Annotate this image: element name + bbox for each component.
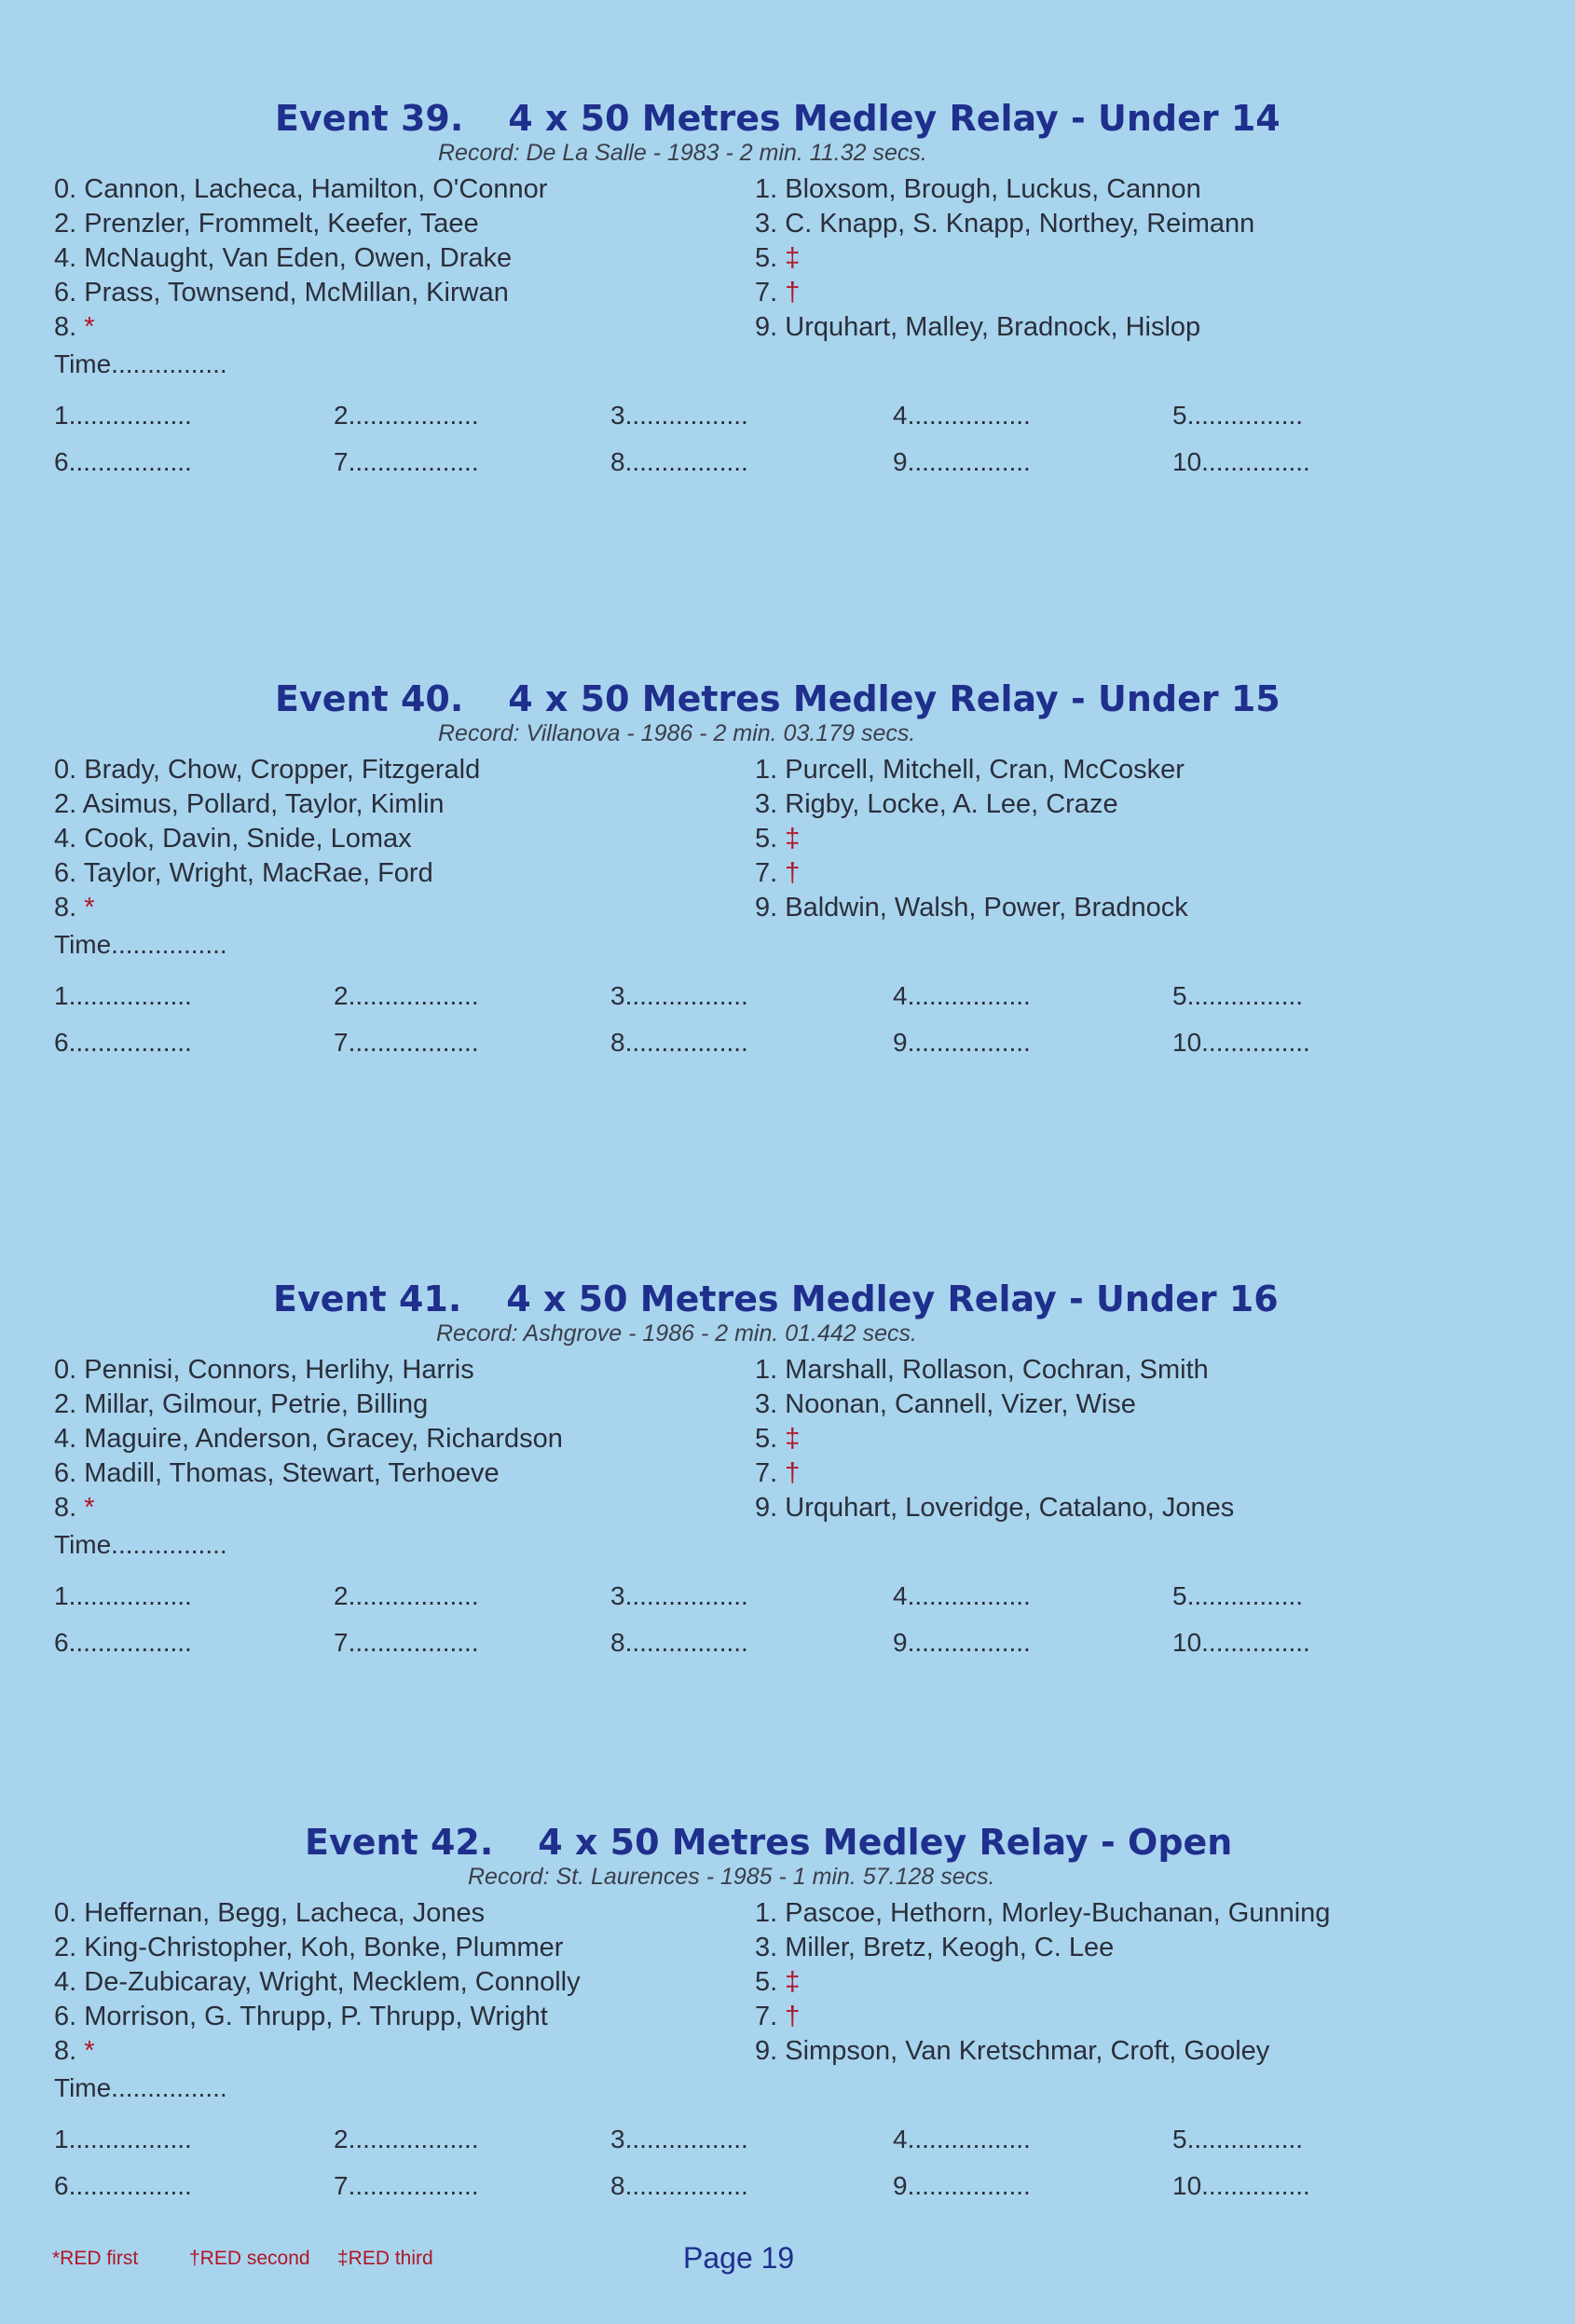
lane-number: 1. — [755, 755, 778, 785]
lane-team: ‡ — [785, 1967, 801, 1997]
page-number: Page 19 — [683, 2241, 795, 2275]
placing-line: 2.................. — [334, 981, 479, 1010]
lane-team: ‡ — [785, 243, 801, 273]
lane-number: 6. — [54, 2002, 77, 2031]
lane-number: 3. — [755, 789, 778, 819]
legend-red-first: *RED first — [52, 2248, 139, 2269]
lane-team: Noonan, Cannell, Vizer, Wise — [785, 1389, 1136, 1419]
placing-line: 2.................. — [334, 1581, 479, 1610]
lane-entry — [54, 1389, 428, 1420]
lane-number: 2. — [54, 209, 77, 239]
placing-line: 3................. — [610, 1581, 748, 1610]
lane-entry — [54, 858, 433, 889]
lane-entry — [755, 1933, 1114, 1963]
lane-team: * — [84, 312, 95, 342]
lane-entry — [54, 893, 95, 923]
event-title — [273, 1278, 1279, 1319]
lane-entry — [755, 1424, 800, 1455]
lane-number: 8. — [54, 312, 77, 342]
lane-entry — [755, 2036, 1269, 2067]
lane-team: Miller, Bretz, Keogh, C. Lee — [785, 1933, 1115, 1962]
placing-line: 9................. — [893, 447, 1031, 476]
lane-number: 0. — [54, 174, 77, 204]
lane-entry — [54, 312, 95, 343]
lane-team: Prenzler, Frommelt, Keefer, Taee — [84, 209, 479, 239]
lane-number: 0. — [54, 1355, 77, 1385]
lane-number: 9. — [755, 893, 778, 923]
lane-number: 6. — [54, 278, 77, 308]
placing-line: 5................ — [1172, 1581, 1304, 1610]
lane-team: * — [84, 1493, 95, 1523]
lane-entry — [755, 893, 1188, 923]
lane-number: 8. — [54, 2036, 77, 2066]
placing-line: 1................. — [54, 401, 192, 430]
event-record: Record: Ashgrove - 1986 - 2 min. 01.442 secs. — [436, 1320, 918, 1347]
lane-team: Pascoe, Hethorn, Morley-Buchanan, Gunning — [785, 1898, 1331, 1928]
placing-line: 6................. — [54, 1028, 192, 1057]
lane-team: Pennisi, Connors, Herlihy, Harris — [84, 1355, 474, 1385]
lane-team: † — [785, 1458, 801, 1488]
lane-team: Urquhart, Malley, Bradnock, Hislop — [785, 312, 1201, 342]
lane-number: 4. — [54, 243, 77, 273]
lane-entry — [755, 209, 1254, 239]
lane-number: 9. — [755, 2036, 778, 2066]
lane-number: 5. — [755, 824, 778, 854]
placing-line: 9................. — [893, 1028, 1031, 1057]
lane-entry — [54, 243, 512, 274]
event-record: Record: St. Laurences - 1985 - 1 min. 57.128 secs. — [468, 1864, 995, 1890]
placing-line: 7.................. — [334, 1628, 479, 1657]
placing-line: 6................. — [54, 2171, 192, 2200]
lane-entry — [54, 824, 412, 854]
lane-number: 5. — [755, 1967, 778, 1997]
lane-entry — [54, 174, 547, 205]
lane-entry — [54, 1493, 95, 1524]
lane-number: 7. — [755, 1458, 778, 1488]
lane-number: 1. — [755, 174, 778, 204]
lane-team: Cook, Davin, Snide, Lomax — [84, 824, 412, 854]
event-name: 4 x 50 Metres Medley Relay - Under 16 — [506, 1278, 1279, 1319]
lane-entry — [54, 1967, 581, 1998]
event-number: Event 41. — [273, 1278, 462, 1319]
lane-entry — [755, 1493, 1234, 1524]
lane-number: 3. — [755, 1389, 778, 1419]
lane-team: Asimus, Pollard, Taylor, Kimlin — [82, 789, 445, 819]
lane-number: 1. — [755, 1355, 778, 1385]
lane-number: 7. — [755, 858, 778, 888]
placing-line: 4................. — [893, 401, 1031, 430]
time-field: Time................ — [54, 1530, 227, 1559]
placing-line: 6................. — [54, 1628, 192, 1657]
lane-team: * — [84, 893, 95, 923]
placing-line: 10............... — [1172, 447, 1310, 476]
lane-team: Brady, Chow, Cropper, Fitzgerald — [84, 755, 481, 785]
placing-line: 10............... — [1172, 1028, 1310, 1057]
placing-line: 3................. — [610, 981, 748, 1010]
lane-number: 1. — [755, 1898, 778, 1928]
lane-team: Maguire, Anderson, Gracey, Richardson — [84, 1424, 563, 1454]
placing-line: 7.................. — [334, 2171, 479, 2200]
placing-line: 3................. — [610, 2125, 748, 2153]
lane-team: Taylor, Wright, MacRae, Ford — [83, 858, 433, 888]
lane-team: † — [785, 2002, 801, 2031]
lane-entry — [755, 1967, 800, 1998]
lane-entry — [755, 2002, 800, 2032]
lane-team: Simpson, Van Kretschmar, Croft, Gooley — [785, 2036, 1270, 2066]
lane-number: 6. — [54, 858, 77, 888]
lane-team: † — [785, 278, 801, 308]
lane-team: Prass, Townsend, McMillan, Kirwan — [84, 278, 509, 308]
lane-team: Baldwin, Walsh, Power, Bradnock — [785, 893, 1188, 923]
lane-team: Purcell, Mitchell, Cran, McCosker — [785, 755, 1185, 785]
event-name: 4 x 50 Metres Medley Relay - Under 14 — [508, 98, 1281, 139]
lane-team: * — [84, 2036, 95, 2066]
lane-entry — [755, 1355, 1209, 1386]
lane-team: McNaught, Van Eden, Owen, Drake — [84, 243, 513, 273]
lane-entry — [54, 2036, 95, 2067]
lane-entry — [54, 755, 480, 786]
lane-entry — [54, 278, 509, 308]
event-number: Event 39. — [275, 98, 464, 139]
lane-entry — [755, 858, 800, 889]
lane-entry — [755, 755, 1185, 786]
lane-number: 0. — [54, 755, 77, 785]
lane-number: 9. — [755, 312, 778, 342]
lane-entry — [54, 2002, 548, 2032]
lane-number: 3. — [755, 209, 778, 239]
placing-line: 2.................. — [334, 2125, 479, 2153]
lane-number: 4. — [54, 1424, 77, 1454]
lane-number: 5. — [755, 1424, 778, 1454]
legend-red-second: †RED second — [189, 2248, 310, 2269]
placing-line: 3................. — [610, 401, 748, 430]
placing-line: 7.................. — [334, 1028, 479, 1057]
lane-team: Heffernan, Begg, Lacheca, Jones — [84, 1898, 486, 1928]
time-field: Time................ — [54, 2073, 227, 2102]
lane-team: Cannon, Lacheca, Hamilton, O'Connor — [84, 174, 548, 204]
event-title — [275, 678, 1281, 719]
event-record: Record: Villanova - 1986 - 2 min. 03.179 secs. — [438, 720, 916, 746]
lane-number: 6. — [54, 1458, 77, 1488]
event-title — [305, 1822, 1232, 1863]
placing-line: 1................. — [54, 1581, 192, 1610]
lane-entry — [54, 1355, 474, 1386]
event-name: 4 x 50 Metres Medley Relay - Under 15 — [508, 678, 1281, 719]
placing-line: 5................ — [1172, 981, 1304, 1010]
lane-entry — [54, 209, 479, 239]
lane-number: 2. — [54, 789, 77, 819]
lane-number: 0. — [54, 1898, 77, 1928]
lane-team: C. Knapp, S. Knapp, Northey, Reimann — [785, 209, 1255, 239]
lane-entry — [755, 174, 1201, 205]
lane-entry — [54, 1933, 563, 1963]
lane-team: Rigby, Locke, A. Lee, Craze — [785, 789, 1118, 819]
lane-entry — [54, 1424, 563, 1455]
placing-line: 7.................. — [334, 447, 479, 476]
placing-line: 5................ — [1172, 2125, 1304, 2153]
lane-entry — [755, 243, 800, 274]
lane-team: Millar, Gilmour, Petrie, Billing — [84, 1389, 429, 1419]
lane-number: 8. — [54, 893, 77, 923]
lane-number: 2. — [54, 1389, 77, 1419]
lane-number: 4. — [54, 824, 77, 854]
event-number: Event 42. — [305, 1822, 494, 1863]
placing-line: 9................. — [893, 1628, 1031, 1657]
lane-number: 4. — [54, 1967, 77, 1997]
lane-team: Marshall, Rollason, Cochran, Smith — [785, 1355, 1209, 1385]
lane-number: 7. — [755, 2002, 778, 2031]
lane-team: Morrison, G. Thrupp, P. Thrupp, Wright — [84, 2002, 548, 2031]
time-field: Time................ — [54, 930, 227, 959]
event-title — [275, 98, 1281, 139]
placing-line: 8................. — [610, 1028, 748, 1057]
event-name: 4 x 50 Metres Medley Relay - Open — [538, 1822, 1233, 1863]
placing-line: 4................. — [893, 1581, 1031, 1610]
placing-line: 4................. — [893, 2125, 1031, 2153]
placing-line: 8................. — [610, 1628, 748, 1657]
placing-line: 1................. — [54, 2125, 192, 2153]
lane-number: 5. — [755, 243, 778, 273]
lane-number: 3. — [755, 1933, 778, 1962]
lane-number: 7. — [755, 278, 778, 308]
event-record: Record: De La Salle - 1983 - 2 min. 11.32 secs. — [438, 140, 927, 166]
lane-team: † — [785, 858, 801, 888]
lane-entry — [755, 1458, 800, 1489]
lane-number: 8. — [54, 1493, 77, 1523]
lane-entry — [54, 1458, 500, 1489]
lane-team: King-Christopher, Koh, Bonke, Plummer — [84, 1933, 564, 1962]
placing-line: 10............... — [1172, 2171, 1310, 2200]
lane-entry — [755, 824, 800, 854]
lane-entry — [755, 1898, 1330, 1929]
placing-line: 1................. — [54, 981, 192, 1010]
lane-team: ‡ — [785, 1424, 801, 1454]
legend-red-third: ‡RED third — [337, 2248, 433, 2269]
lane-entry — [755, 1389, 1136, 1420]
placing-line: 6................. — [54, 447, 192, 476]
event-number: Event 40. — [275, 678, 464, 719]
lane-number: 2. — [54, 1933, 77, 1962]
lane-entry — [755, 312, 1200, 343]
lane-number: 9. — [755, 1493, 778, 1523]
lane-team: ‡ — [785, 824, 801, 854]
time-field: Time................ — [54, 349, 227, 378]
lane-entry — [755, 278, 800, 308]
lane-team: Bloxsom, Brough, Luckus, Cannon — [785, 174, 1201, 204]
lane-entry — [54, 789, 445, 820]
placing-line: 8................. — [610, 2171, 748, 2200]
lane-team: Madill, Thomas, Stewart, Terhoeve — [84, 1458, 500, 1488]
lane-entry — [755, 789, 1118, 820]
placing-line: 10............... — [1172, 1628, 1310, 1657]
lane-team: De-Zubicaray, Wright, Mecklem, Connolly — [84, 1967, 581, 1997]
placing-line: 5................ — [1172, 401, 1304, 430]
lane-entry — [54, 1898, 485, 1929]
lane-team: Urquhart, Loveridge, Catalano, Jones — [785, 1493, 1235, 1523]
placing-line: 4................. — [893, 981, 1031, 1010]
placing-line: 8................. — [610, 447, 748, 476]
placing-line: 2.................. — [334, 401, 479, 430]
placing-line: 9................. — [893, 2171, 1031, 2200]
